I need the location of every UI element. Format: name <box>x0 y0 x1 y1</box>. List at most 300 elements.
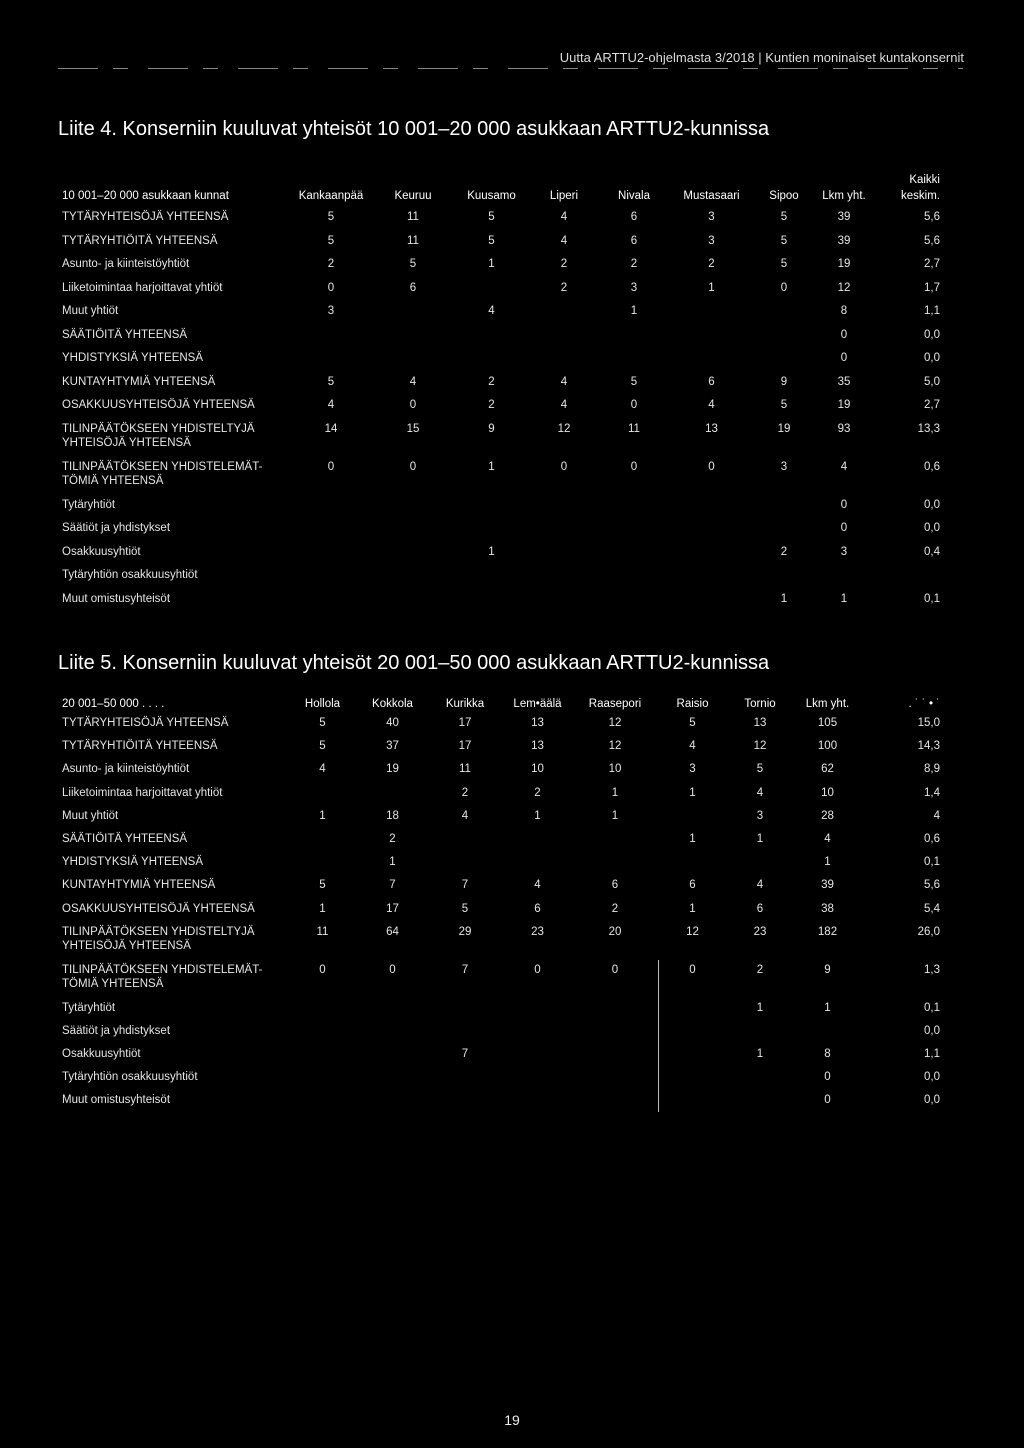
header-rule <box>58 68 963 69</box>
column-header: Lkm yht. <box>805 698 850 710</box>
row-label: Muut omistusyhteisöt <box>62 592 171 605</box>
table-cell: 0 <box>327 281 335 294</box>
table-cell <box>290 545 372 569</box>
table-cell: 23 <box>531 925 544 938</box>
table-cell: 5,4 <box>924 902 940 915</box>
table-cell: 3 <box>327 305 335 317</box>
table-cell <box>355 786 430 809</box>
table-cell: 11 <box>407 234 419 247</box>
table-cell <box>290 521 372 545</box>
table-cell: 10 <box>608 763 622 776</box>
row-label: TILINPÄÄTÖKSEEN YHDISTELEMÄT-TÖMIÄ YHTEENSÄ <box>62 460 263 487</box>
table-cell: 28 <box>821 809 834 822</box>
table-cell: 0 <box>630 460 638 473</box>
table-cell <box>754 521 814 545</box>
table-cell: 5 <box>319 879 326 892</box>
table-cell <box>599 592 669 616</box>
table-row <box>62 304 942 328</box>
table-cell: 6 <box>756 902 764 915</box>
table-cell: 5 <box>461 902 469 915</box>
row-label: Tytäryhtiön osakkuusyhtiöt <box>62 569 198 581</box>
table-cell <box>372 568 454 592</box>
table-cell: 5,0 <box>924 375 940 388</box>
row-label: TYTÄRYHTEISÖJÄ YHTEENSÄ <box>62 211 229 223</box>
column-header: Raisio <box>676 698 709 710</box>
table-cell <box>529 304 599 328</box>
table-cell: 3 <box>840 545 848 558</box>
table-cell: 1 <box>630 305 638 317</box>
liite5-header-row <box>62 694 942 716</box>
table-row <box>62 257 942 281</box>
column-header: Hollola <box>304 698 341 710</box>
table-cell <box>355 1093 430 1116</box>
table-cell <box>730 855 790 878</box>
table-cell: 23 <box>753 925 767 938</box>
table-row <box>62 1093 942 1116</box>
vertical-rule <box>658 960 659 1112</box>
table-cell: 15 <box>406 422 420 435</box>
table-cell: 39 <box>821 879 834 892</box>
table-cell <box>655 809 730 832</box>
table-row <box>62 422 942 460</box>
table-cell <box>575 832 655 855</box>
table-cell: 5 <box>319 740 326 753</box>
table-cell: 14,3 <box>917 740 940 753</box>
table-cell: 9 <box>824 963 831 976</box>
table-cell <box>430 1001 500 1024</box>
table-cell <box>372 351 454 375</box>
table-cell: 0 <box>824 1071 831 1084</box>
table-cell: 11 <box>459 763 471 776</box>
row-label: Muut yhtiöt <box>62 305 119 317</box>
table-cell: 4 <box>560 375 568 388</box>
table-cell <box>372 498 454 522</box>
row-label: KUNTAYHTYMIÄ YHTEENSÄ <box>62 375 216 388</box>
table-cell: 4 <box>409 375 417 388</box>
table-cell: 0 <box>630 399 638 411</box>
table-cell: 13 <box>531 740 544 753</box>
liite4-header-row <box>62 172 942 210</box>
table-cell: 62 <box>821 763 834 776</box>
table-cell: 4 <box>560 399 568 411</box>
table-cell: 1 <box>756 1048 764 1061</box>
table-cell: 17 <box>458 717 472 729</box>
table-cell: 0,0 <box>924 1024 940 1037</box>
table-cell: 5 <box>327 234 335 247</box>
table-cell: 2 <box>756 963 764 976</box>
table-cell <box>454 351 529 375</box>
table-cell: 3 <box>708 234 715 247</box>
table-cell <box>599 521 669 545</box>
running-header: Uutta ARTTU2-ohjelmasta 3/2018 | Kuntien moninaiset kuntakonsernit <box>559 50 964 65</box>
table-cell: 5 <box>319 717 326 729</box>
table-cell: 2 <box>461 786 469 799</box>
table-cell: 9 <box>488 422 495 435</box>
table-cell: 11 <box>407 211 419 223</box>
table-cell: 0 <box>824 1094 831 1107</box>
table-cell: 1 <box>689 786 696 799</box>
table-cell <box>290 1024 355 1047</box>
table-cell: 64 <box>386 925 399 938</box>
row-label: TILINPÄÄTÖKSEEN YHDISTELTYJÄ YHTEISÖJÄ YHTEENSÄ <box>62 422 255 449</box>
table-cell: 6 <box>689 879 696 892</box>
table-cell: 0 <box>409 399 417 411</box>
row-label: Osakkuusyhtiöt <box>62 545 141 558</box>
table-row <box>62 809 942 832</box>
column-header: Lkm yht. <box>822 190 866 202</box>
table-cell: 5 <box>780 234 788 247</box>
liite5-title: Liite 5. Konserniin kuuluvat yhteisöt 20 001–50 000 asukkaan ARTTU2-kunnissa <box>58 652 770 674</box>
table-cell <box>372 328 454 352</box>
row-label: TYTÄRYHTIÖITÄ YHTEENSÄ <box>62 740 218 753</box>
table-cell <box>575 1047 655 1070</box>
table-cell: 6 <box>409 281 417 294</box>
table-cell: 11 <box>628 422 640 435</box>
table-cell: 1 <box>824 856 831 869</box>
row-label: SÄÄTIÖITÄ YHTEENSÄ <box>62 832 188 845</box>
table-cell: 2,7 <box>924 258 940 270</box>
column-header: Kankaanpää <box>298 190 364 202</box>
table-cell <box>290 498 372 522</box>
table-cell: 3 <box>708 211 715 223</box>
table-cell: 4 <box>534 879 541 892</box>
table-cell: 0 <box>840 352 848 364</box>
table-cell: 14 <box>324 422 338 435</box>
table-cell: 12 <box>608 740 622 753</box>
table-cell: 0,4 <box>924 545 940 558</box>
table-cell <box>454 521 529 545</box>
table-cell: 2 <box>630 258 638 270</box>
row-label: Tytäryhtiöt <box>62 1001 116 1014</box>
table-cell: 10 <box>531 763 544 776</box>
table-row <box>62 281 942 305</box>
table-cell <box>355 1047 430 1070</box>
row-label: Asunto- ja kiinteistöyhtiöt <box>62 763 190 776</box>
table-cell: 17 <box>458 740 472 753</box>
table-cell: 2 <box>327 258 335 270</box>
table-cell: 0,0 <box>924 1071 940 1084</box>
table-cell: 100 <box>817 740 838 753</box>
table-cell: 12 <box>837 281 851 294</box>
table-cell <box>290 328 372 352</box>
column-header: Lem•äälä <box>513 698 562 710</box>
table-cell: 39 <box>837 234 851 247</box>
table-cell: 13,3 <box>917 422 940 435</box>
table-cell <box>430 1070 500 1093</box>
column-header: Kaikki keskim. <box>901 174 940 202</box>
row-label: Muut omistusyhteisöt <box>62 1094 171 1107</box>
table-cell: 4 <box>708 399 715 411</box>
row-label: Tytäryhtiön osakkuusyhtiöt <box>62 1071 198 1084</box>
table-cell: 1 <box>840 592 848 605</box>
table-row <box>62 521 942 545</box>
table-cell: 0 <box>689 963 696 976</box>
table-cell <box>500 1001 575 1024</box>
liite4-table <box>62 172 942 615</box>
table-cell: 8,9 <box>924 763 940 776</box>
table-cell: 19 <box>386 763 399 776</box>
table-cell: 1 <box>488 258 495 270</box>
table-cell: 4 <box>840 460 848 473</box>
column-header-group: 10 001–20 000 asukkaan kunnat <box>62 190 229 202</box>
table-cell <box>669 521 754 545</box>
table-cell <box>599 328 669 352</box>
table-cell <box>655 855 730 878</box>
table-cell: 0 <box>319 963 326 976</box>
row-label: OSAKKUUSYHTEISÖJÄ YHTEENSÄ <box>62 902 255 915</box>
table-row <box>62 375 942 399</box>
table-cell <box>500 1047 575 1070</box>
table-cell: 8 <box>840 305 848 317</box>
table-cell: 7 <box>461 1048 469 1061</box>
table-cell: 0,0 <box>924 352 940 364</box>
table-cell: 1 <box>689 832 696 845</box>
table-cell <box>372 592 454 616</box>
table-cell: 1 <box>611 786 619 799</box>
table-cell: 1 <box>488 545 495 558</box>
row-label: KUNTAYHTYMIÄ YHTEENSÄ <box>62 879 216 892</box>
table-cell: 2 <box>560 258 568 270</box>
page-number: 19 <box>504 1412 520 1428</box>
row-label: Tytäryhtiöt <box>62 498 116 511</box>
table-cell: 4 <box>560 234 568 247</box>
table-cell: 2 <box>534 786 541 799</box>
table-cell <box>599 351 669 375</box>
table-cell <box>529 498 599 522</box>
table-cell: 0 <box>327 460 335 473</box>
table-cell: 0 <box>780 281 788 294</box>
table-cell <box>454 328 529 352</box>
table-cell: 2 <box>780 545 788 558</box>
table-cell <box>669 328 754 352</box>
table-cell <box>529 545 599 569</box>
table-row <box>62 739 942 762</box>
table-row <box>62 210 942 234</box>
table-cell <box>355 1070 430 1093</box>
table-cell <box>290 855 355 878</box>
table-cell <box>754 304 814 328</box>
table-cell <box>372 545 454 569</box>
table-cell <box>529 351 599 375</box>
table-cell: 4 <box>689 740 696 753</box>
table-cell: 1 <box>780 592 788 605</box>
table-cell <box>730 1093 790 1116</box>
table-cell: 1,1 <box>924 1048 940 1061</box>
table-cell <box>454 498 529 522</box>
table-row <box>62 568 942 592</box>
table-cell: 0,1 <box>924 856 940 869</box>
table-row <box>62 963 942 1001</box>
table-cell: 4 <box>756 786 764 799</box>
table-cell <box>575 855 655 878</box>
row-label: YHDISTYKSIÄ YHTEENSÄ <box>62 352 204 364</box>
table-cell: 0 <box>560 460 568 473</box>
table-cell: 5 <box>780 399 788 411</box>
table-cell <box>454 281 529 305</box>
table-cell: 1,7 <box>924 281 940 294</box>
table-cell: 93 <box>837 422 851 435</box>
table-row <box>62 328 942 352</box>
table-cell <box>372 521 454 545</box>
liite5-table <box>62 694 942 1117</box>
liite4-title: Liite 4. Konserniin kuuluvat yhteisöt 10 001–20 000 asukkaan ARTTU2-kunnissa <box>58 118 770 140</box>
table-cell <box>290 568 372 592</box>
table-row <box>62 878 942 901</box>
table-cell <box>599 498 669 522</box>
table-cell: 40 <box>386 717 399 729</box>
table-cell <box>500 1093 575 1116</box>
table-cell: 0 <box>534 963 541 976</box>
table-cell: 105 <box>817 717 838 729</box>
table-cell <box>599 568 669 592</box>
table-cell: 1,3 <box>924 963 940 976</box>
table-cell: 0,1 <box>924 592 940 605</box>
table-cell <box>290 832 355 855</box>
table-cell: 38 <box>821 902 834 915</box>
table-cell: 1 <box>611 809 619 822</box>
table-cell <box>655 1001 730 1024</box>
table-cell: 20 <box>608 925 622 938</box>
column-header: Kurikka <box>445 698 485 710</box>
table-cell <box>669 592 754 616</box>
table-cell <box>575 1024 655 1047</box>
table-cell <box>430 855 500 878</box>
table-cell <box>372 304 454 328</box>
table-cell: 1 <box>689 902 696 915</box>
table-cell: 5 <box>689 717 696 729</box>
table-row <box>62 832 942 855</box>
column-header: Sipoo <box>769 190 799 202</box>
row-label: TYTÄRYHTEISÖJÄ YHTEENSÄ <box>62 717 229 729</box>
table-cell: 3 <box>630 281 638 294</box>
table-cell: 5,6 <box>924 879 940 892</box>
table-cell <box>355 1001 430 1024</box>
column-header: Keuruu <box>394 190 432 202</box>
row-label: TYTÄRYHTIÖITÄ YHTEENSÄ <box>62 234 218 247</box>
table-cell: 12 <box>753 740 767 753</box>
table-cell: 6 <box>611 879 619 892</box>
table-cell: 4 <box>488 305 495 317</box>
table-cell: 26,0 <box>917 925 940 938</box>
table-cell: 1 <box>319 902 326 915</box>
table-cell <box>430 1024 500 1047</box>
table-cell: 1 <box>488 460 495 473</box>
column-header: Kuusamo <box>467 190 516 202</box>
table-cell: 5 <box>756 763 764 776</box>
table-cell <box>790 1024 865 1047</box>
table-cell <box>575 1001 655 1024</box>
table-row <box>62 1070 942 1093</box>
table-cell <box>529 568 599 592</box>
table-row <box>62 351 942 375</box>
table-cell: 1,4 <box>924 786 940 799</box>
table-cell <box>669 568 754 592</box>
table-cell: 4 <box>319 763 326 776</box>
table-cell: 2,7 <box>924 399 940 411</box>
table-cell <box>655 1024 730 1047</box>
column-header: Nivala <box>618 190 650 202</box>
row-label: Säätiöt ja yhdistykset <box>62 522 171 534</box>
table-row <box>62 545 942 569</box>
table-cell: 19 <box>777 422 791 435</box>
table-cell: 0,0 <box>924 522 940 534</box>
table-cell: 13 <box>753 717 767 729</box>
table-cell: 0 <box>840 328 848 341</box>
table-cell <box>290 1001 355 1024</box>
table-cell <box>290 786 355 809</box>
row-label: Liiketoimintaa harjoittavat yhtiöt <box>62 786 223 799</box>
table-cell: 0,1 <box>924 1001 940 1014</box>
table-cell: 17 <box>386 902 399 915</box>
table-cell: 4 <box>327 399 335 411</box>
table-cell: 12 <box>686 925 699 938</box>
table-cell: 7 <box>461 963 469 976</box>
table-cell: 2 <box>560 281 568 294</box>
table-cell: 12 <box>557 422 571 435</box>
table-cell: 0 <box>840 498 848 511</box>
table-row <box>62 498 942 522</box>
table-cell: 0 <box>611 963 619 976</box>
table-cell: 1 <box>824 1001 831 1014</box>
table-cell <box>669 351 754 375</box>
table-cell: 6 <box>534 902 541 915</box>
table-cell: 0,6 <box>924 460 940 473</box>
table-cell: 1 <box>319 809 326 822</box>
table-cell <box>754 328 814 352</box>
table-cell: 5 <box>488 211 495 223</box>
table-cell: 29 <box>458 925 472 938</box>
table-cell: 0 <box>389 963 396 976</box>
table-row <box>62 1001 942 1024</box>
table-cell: 2 <box>488 375 495 388</box>
table-cell: 19 <box>837 399 851 411</box>
column-header: Raasepori <box>588 698 642 710</box>
table-cell <box>430 832 500 855</box>
table-cell: 5,6 <box>924 234 940 247</box>
table-cell <box>529 592 599 616</box>
table-cell <box>599 545 669 569</box>
table-row <box>62 592 942 616</box>
table-cell <box>529 521 599 545</box>
table-cell: 0,0 <box>924 1094 940 1107</box>
table-cell: 15,0 <box>917 717 940 729</box>
table-cell <box>355 1024 430 1047</box>
table-cell <box>655 1093 730 1116</box>
table-cell: 19 <box>837 258 851 270</box>
table-cell: 2 <box>488 399 495 411</box>
column-header-group: 20 001–50 000 . . . . <box>62 698 165 710</box>
table-cell: 4 <box>824 832 831 845</box>
table-cell: 13 <box>705 422 718 435</box>
row-label: TILINPÄÄTÖKSEEN YHDISTELTYJÄ YHTEISÖJÄ YHTEENSÄ <box>62 925 255 952</box>
table-cell: 5 <box>409 258 417 270</box>
column-header: Tornio <box>744 698 776 710</box>
table-cell: 18 <box>386 809 399 822</box>
table-cell: 7 <box>461 879 469 892</box>
table-cell: 1 <box>756 832 764 845</box>
table-cell <box>290 1070 355 1093</box>
table-cell <box>669 304 754 328</box>
table-cell: 0 <box>840 522 848 534</box>
table-cell: 5 <box>630 375 638 388</box>
table-cell <box>655 1047 730 1070</box>
table-row <box>62 234 942 258</box>
row-label: Osakkuusyhtiöt <box>62 1048 141 1061</box>
table-cell: 1 <box>389 856 396 869</box>
table-cell: 4 <box>461 809 469 822</box>
table-cell <box>529 328 599 352</box>
table-cell: 3 <box>780 460 788 473</box>
